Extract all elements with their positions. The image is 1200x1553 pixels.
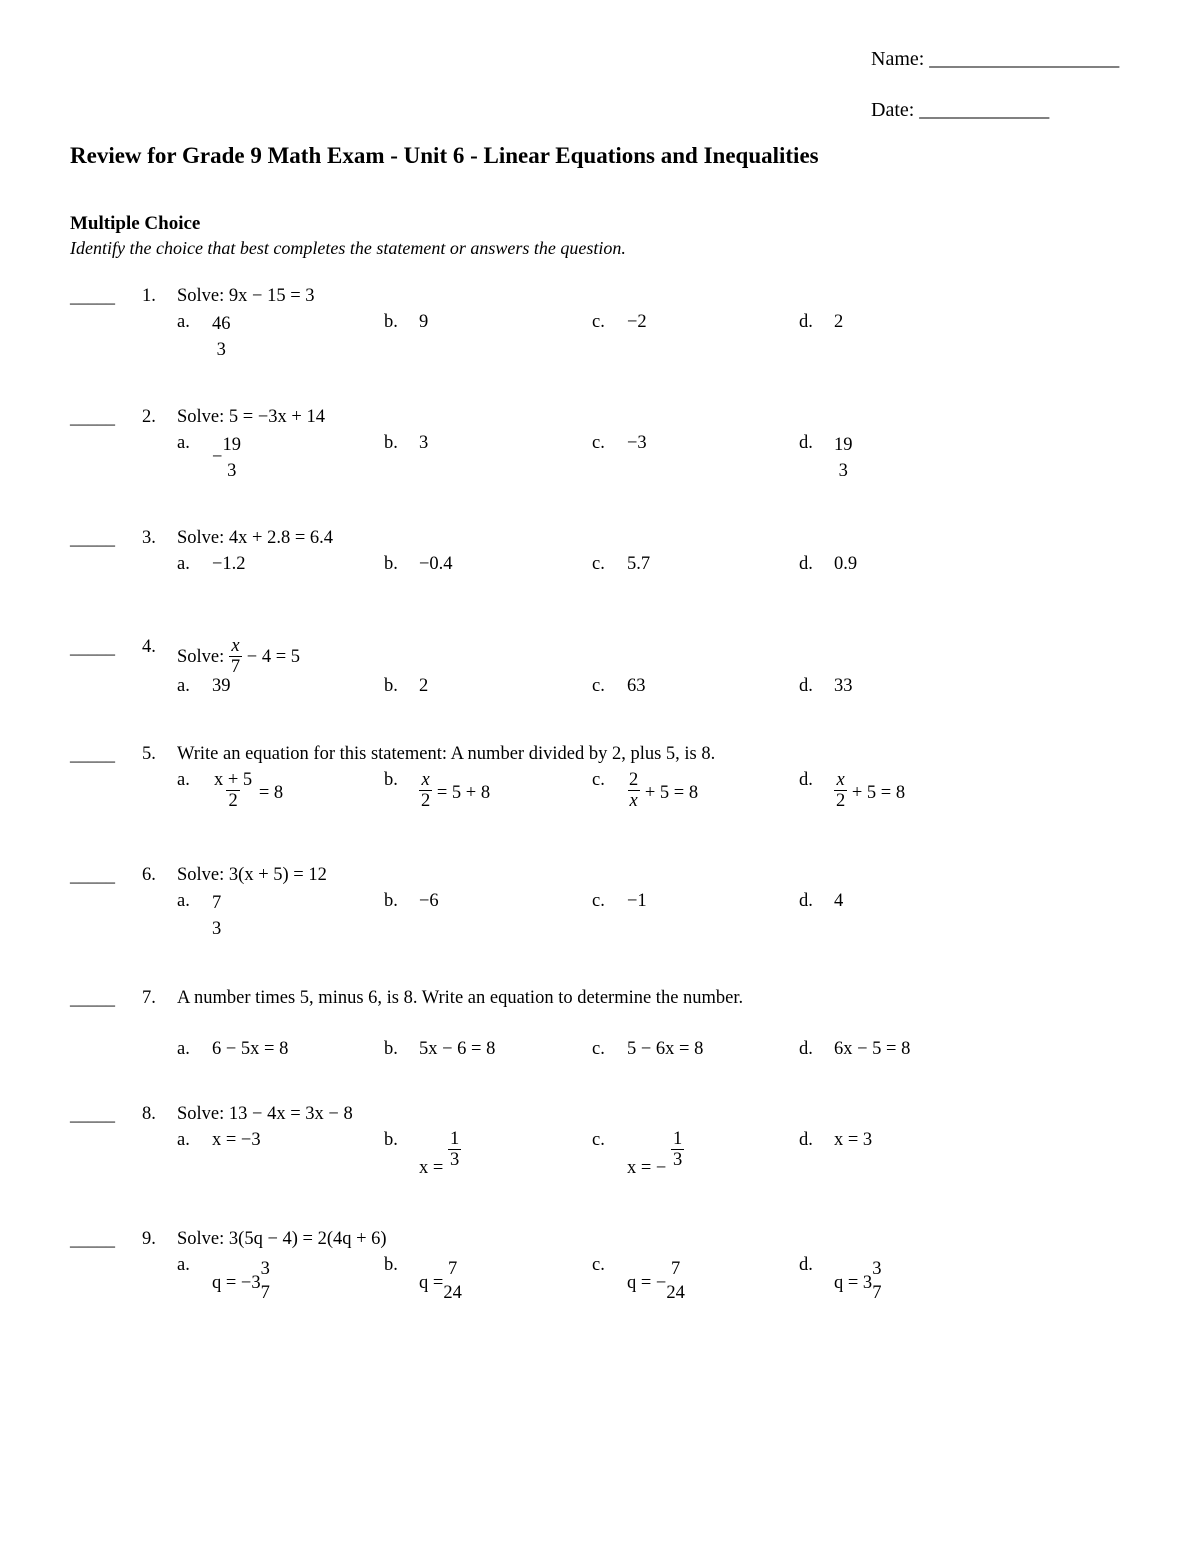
choice-letter: a.: [177, 433, 190, 453]
question-number: 3.: [142, 528, 156, 548]
choice-value: 4: [834, 891, 844, 911]
choice-value: 63: [627, 676, 646, 696]
question-stem: A number times 5, minus 6, is 8. Write an equation to determine the number.: [177, 988, 744, 1008]
fraction-denominator: 2: [228, 791, 238, 812]
question-number: 9.: [142, 1229, 156, 1249]
stem-prefix: Solve:: [177, 647, 225, 668]
question-5: [0, 744, 1200, 864]
choice-letter: c.: [592, 433, 605, 453]
section-instructions: Identify the choice that best completes the statement or answers the question.: [70, 238, 626, 258]
choice-letter: b.: [384, 770, 398, 790]
choice-letter: c.: [592, 676, 605, 696]
choice-value: −1.2: [212, 554, 246, 574]
choice-value: [212, 770, 284, 815]
choice-value: [212, 891, 221, 943]
fraction-denominator: 3: [673, 1150, 683, 1171]
date-field[interactable]: Date: _____________: [871, 99, 1050, 121]
choice-letter: c.: [592, 312, 605, 332]
fraction-denominator: 7: [872, 1283, 882, 1304]
fraction-denominator: 24: [443, 1283, 462, 1304]
choice-value: 2: [419, 676, 429, 696]
negative-sign: −: [212, 447, 223, 467]
fraction-numerator: 7: [671, 1259, 681, 1279]
question-number: 5.: [142, 744, 156, 764]
choice-value: x = 3: [834, 1130, 873, 1150]
choice-value: 9: [419, 312, 429, 332]
fraction-denominator: 2: [836, 791, 846, 812]
choice-letter: b.: [384, 1255, 398, 1275]
choice-value: [419, 770, 491, 815]
answer-blank[interactable]: _____: [70, 744, 115, 764]
choice-letter: d.: [799, 1130, 813, 1150]
equation-lhs: x = −: [627, 1158, 667, 1179]
choice-letter: a.: [177, 1130, 190, 1150]
fraction-numerator: x: [231, 636, 240, 656]
choice-value: 33: [834, 676, 853, 696]
choice-letter: d.: [799, 770, 813, 790]
choice-letter: b.: [384, 891, 398, 911]
question-number: 6.: [142, 865, 156, 885]
choice-letter: d.: [799, 554, 813, 574]
choice-value: x = −3: [212, 1130, 261, 1150]
choice-letter: b.: [384, 312, 398, 332]
choice-letter: d.: [799, 676, 813, 696]
choice-value: [212, 312, 231, 364]
answer-blank[interactable]: _____: [70, 528, 115, 548]
choice-letter: c.: [592, 891, 605, 911]
choice-value: −2: [627, 312, 647, 332]
choice-letter: b.: [384, 676, 398, 696]
answer-blank[interactable]: _____: [70, 286, 115, 306]
question-3: [0, 528, 1200, 648]
fraction-denominator: x: [629, 791, 638, 812]
question-8: [0, 1104, 1200, 1224]
choice-value: [834, 1257, 881, 1305]
choice-letter: d.: [799, 433, 813, 453]
answer-blank[interactable]: _____: [70, 1229, 115, 1249]
answer-blank[interactable]: _____: [70, 865, 115, 885]
page-title: Review for Grade 9 Math Exam - Unit 6 - Linear Equations and Inequalities: [70, 143, 819, 168]
choice-letter: c.: [592, 1130, 605, 1150]
choice-letter: c.: [592, 770, 605, 790]
fraction-numerator: x: [836, 770, 845, 790]
question-number: 7.: [142, 988, 156, 1008]
choice-letter: a.: [177, 770, 190, 790]
answer-blank[interactable]: _____: [70, 988, 115, 1008]
choice-letter: a.: [177, 1255, 190, 1275]
choice-letter: c.: [592, 1039, 605, 1059]
choice-letter: a.: [177, 312, 190, 332]
fraction-numerator: 3: [260, 1259, 270, 1279]
fraction-denominator: 7: [230, 657, 241, 678]
fraction-numerator: 7: [447, 1259, 458, 1279]
choice-value: 5x − 6 = 8: [419, 1039, 496, 1059]
fraction-numerator: 19: [834, 435, 853, 455]
choice-letter: b.: [384, 554, 398, 574]
choice-letter: d.: [799, 891, 813, 911]
fraction-numerator: 1: [449, 1129, 460, 1149]
choice-letter: a.: [177, 1039, 190, 1059]
choice-letter: b.: [384, 1130, 398, 1150]
fraction-denominator: 2: [421, 791, 431, 812]
fraction-numerator: 19: [222, 435, 241, 455]
choice-value: [627, 1257, 685, 1305]
choice-letter: c.: [592, 1255, 605, 1275]
choice-value: [419, 1129, 461, 1179]
question-number: 4.: [142, 637, 156, 657]
stem-suffix: − 4 = 5: [246, 647, 301, 668]
choice-value: [419, 1257, 462, 1305]
section-title: Multiple Choice: [70, 213, 201, 234]
fraction-denominator: 7: [260, 1283, 270, 1304]
choice-value: [627, 1129, 684, 1179]
choice-value: 5 − 6x = 8: [627, 1039, 704, 1059]
question-1: [0, 286, 1200, 406]
question-stem: Solve: 3(5q − 4) = 2(4q + 6): [177, 1229, 387, 1249]
choice-letter: d.: [799, 1039, 813, 1059]
answer-blank[interactable]: _____: [70, 407, 115, 427]
choice-value: [834, 770, 906, 815]
fraction-denominator: 3: [212, 918, 222, 939]
equation-rest: + 5 = 8: [851, 783, 906, 804]
fraction-numerator: 2: [629, 770, 639, 790]
choice-value: [834, 433, 853, 485]
choice-value: [627, 770, 699, 815]
question-6: [0, 865, 1200, 985]
choice-value: −6: [419, 891, 439, 911]
question-7: [0, 988, 1200, 1108]
question-stem: Solve: 13 − 4x = 3x − 8: [177, 1104, 353, 1124]
choice-value: −0.4: [419, 554, 453, 574]
choice-value: [212, 433, 241, 485]
question-stem: Solve: 5 = −3x + 14: [177, 407, 325, 427]
fraction-denominator: 24: [666, 1283, 685, 1304]
equation-lhs: x =: [419, 1158, 444, 1179]
fraction-numerator: x + 5: [214, 770, 253, 790]
equation-lhs: q = 3: [834, 1273, 873, 1293]
equation-lhs: q = −3: [212, 1273, 261, 1293]
choice-value: 3: [419, 433, 429, 453]
fraction-numerator: 1: [673, 1129, 683, 1149]
choice-value: −3: [627, 433, 647, 453]
choice-letter: d.: [799, 312, 813, 332]
choice-value: 0.9: [834, 554, 858, 574]
question-stem: [177, 637, 300, 679]
question-number: 2.: [142, 407, 156, 427]
equation-lhs: q = −: [627, 1273, 667, 1293]
question-number: 1.: [142, 286, 156, 306]
fraction-numerator: 46: [212, 314, 231, 334]
fraction-denominator: 3: [449, 1150, 460, 1171]
equation-rest: + 5 = 8: [644, 783, 699, 804]
fraction-numerator: 7: [212, 893, 222, 913]
choice-value: 39: [212, 676, 231, 696]
choice-letter: a.: [177, 554, 190, 574]
choice-value: 5.7: [627, 554, 651, 574]
question-stem: Solve: 3(x + 5) = 12: [177, 865, 327, 885]
equation-rest: = 8: [258, 783, 284, 804]
equation-lhs: q =: [419, 1273, 444, 1293]
choice-letter: b.: [384, 433, 398, 453]
equation-rest: = 5 + 8: [436, 783, 491, 804]
question-stem: Solve: 4x + 2.8 = 6.4: [177, 528, 334, 548]
choice-value: 6x − 5 = 8: [834, 1039, 911, 1059]
answer-blank[interactable]: _____: [70, 1104, 115, 1124]
question-number: 8.: [142, 1104, 156, 1124]
choice-letter: c.: [592, 554, 605, 574]
question-stem: Solve: 9x − 15 = 3: [177, 286, 315, 306]
choice-letter: b.: [384, 1039, 398, 1059]
choice-letter: a.: [177, 676, 190, 696]
choice-value: 6 − 5x = 8: [212, 1039, 289, 1059]
choice-letter: d.: [799, 1255, 813, 1275]
fraction-numerator: x: [421, 770, 430, 790]
question-2: [0, 407, 1200, 527]
fraction-denominator: 3: [227, 460, 237, 481]
question-4: [0, 637, 1200, 757]
answer-blank[interactable]: _____: [70, 637, 115, 657]
question-9: [0, 1229, 1200, 1349]
choice-value: 2: [834, 312, 844, 332]
fraction-denominator: 3: [216, 339, 226, 360]
fraction-denominator: 3: [838, 460, 848, 481]
choice-letter: a.: [177, 891, 190, 911]
choice-value: −1: [627, 891, 647, 911]
choice-value: [212, 1257, 270, 1305]
name-field[interactable]: Name: ___________________: [871, 48, 1120, 70]
fraction-numerator: 3: [872, 1259, 882, 1279]
question-stem: Write an equation for this statement: A number divided by 2, plus 5, is 8.: [177, 744, 716, 764]
